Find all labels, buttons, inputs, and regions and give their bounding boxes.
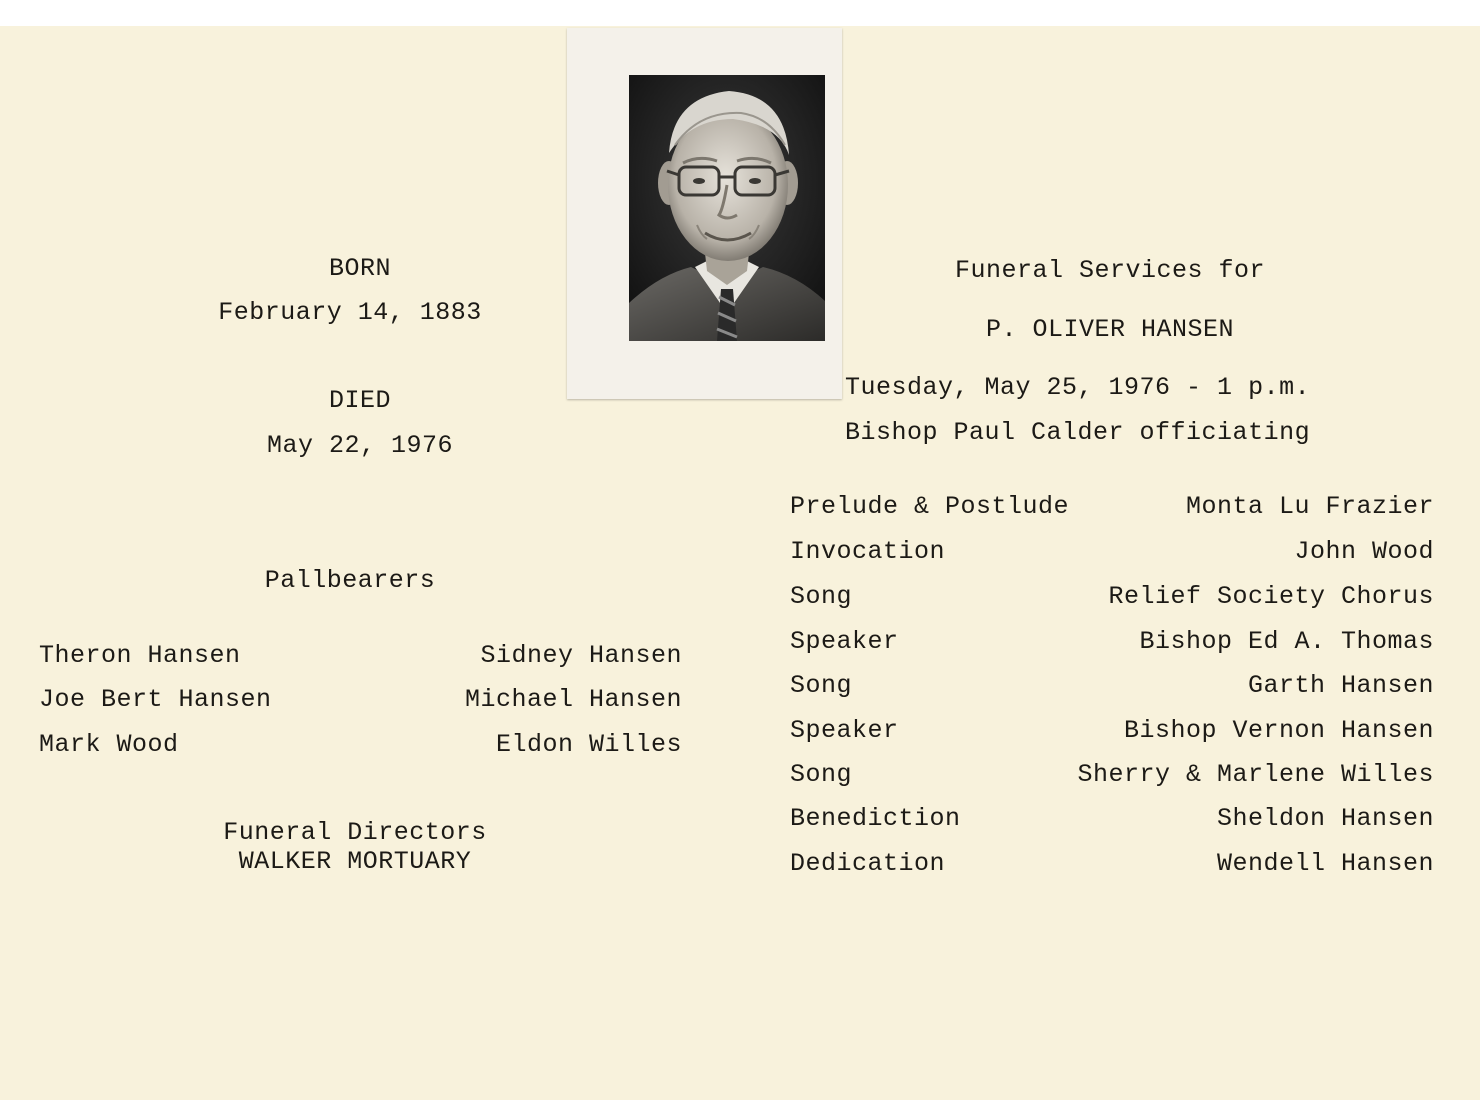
program-part: Speaker	[790, 627, 899, 656]
pallbearer-right-1: Sidney Hansen	[480, 641, 682, 670]
born-label: BORN	[328, 254, 391, 283]
program-part: Dedication	[790, 849, 946, 878]
program-part: Invocation	[790, 537, 946, 566]
mortuary-name: WALKER MORTUARY	[238, 847, 472, 876]
pallbearer-left-2: Joe Bert Hansen	[39, 685, 272, 714]
officiating: Bishop Paul Calder officiating	[845, 418, 1311, 447]
service-title: Funeral Services for	[954, 256, 1266, 285]
service-datetime: Tuesday, May 25, 1976 - 1 p.m.	[845, 373, 1311, 402]
program-row	[790, 760, 1434, 790]
program-person: Relief Society Chorus	[1108, 582, 1434, 611]
program-person: Wendell Hansen	[1216, 849, 1434, 878]
program-row	[790, 804, 1434, 834]
program-person: Bishop Ed A. Thomas	[1139, 627, 1434, 656]
program-person: Sheldon Hansen	[1216, 804, 1434, 833]
pallbearers-heading: Pallbearers	[264, 566, 436, 595]
pallbearer-right-3: Eldon Willes	[495, 730, 682, 759]
funeral-directors-heading: Funeral Directors	[223, 818, 487, 847]
pallbearer-right-2: Michael Hansen	[464, 685, 682, 714]
pallbearer-left-3: Mark Wood	[39, 730, 179, 759]
pallbearer-left-1: Theron Hansen	[39, 641, 241, 670]
program-part: Benediction	[790, 804, 961, 833]
program-row	[790, 716, 1434, 746]
program-person: Monta Lu Frazier	[1185, 492, 1434, 521]
program-row	[790, 492, 1434, 522]
program-part: Prelude & Postlude	[790, 492, 1070, 521]
program-row	[790, 582, 1434, 612]
portrait-illustration	[629, 75, 825, 341]
program-part: Song	[790, 671, 853, 700]
program-person: Sherry & Marlene Willes	[1077, 760, 1434, 789]
died-date: May 22, 1976	[266, 431, 454, 460]
program-person: Garth Hansen	[1247, 671, 1434, 700]
deceased-name: P. OLIVER HANSEN	[985, 315, 1235, 344]
program-person: Bishop Vernon Hansen	[1123, 716, 1434, 745]
program-row	[790, 537, 1434, 567]
born-date: February 14, 1883	[218, 298, 482, 327]
program-row	[790, 627, 1434, 657]
program-row	[790, 671, 1434, 701]
program-part: Song	[790, 582, 853, 611]
died-label: DIED	[328, 386, 391, 415]
portrait-card	[567, 28, 842, 399]
program-part: Song	[790, 760, 853, 789]
program-person: John Wood	[1294, 537, 1434, 566]
program-row	[790, 849, 1434, 879]
program-part: Speaker	[790, 716, 899, 745]
portrait-photo	[629, 75, 825, 341]
